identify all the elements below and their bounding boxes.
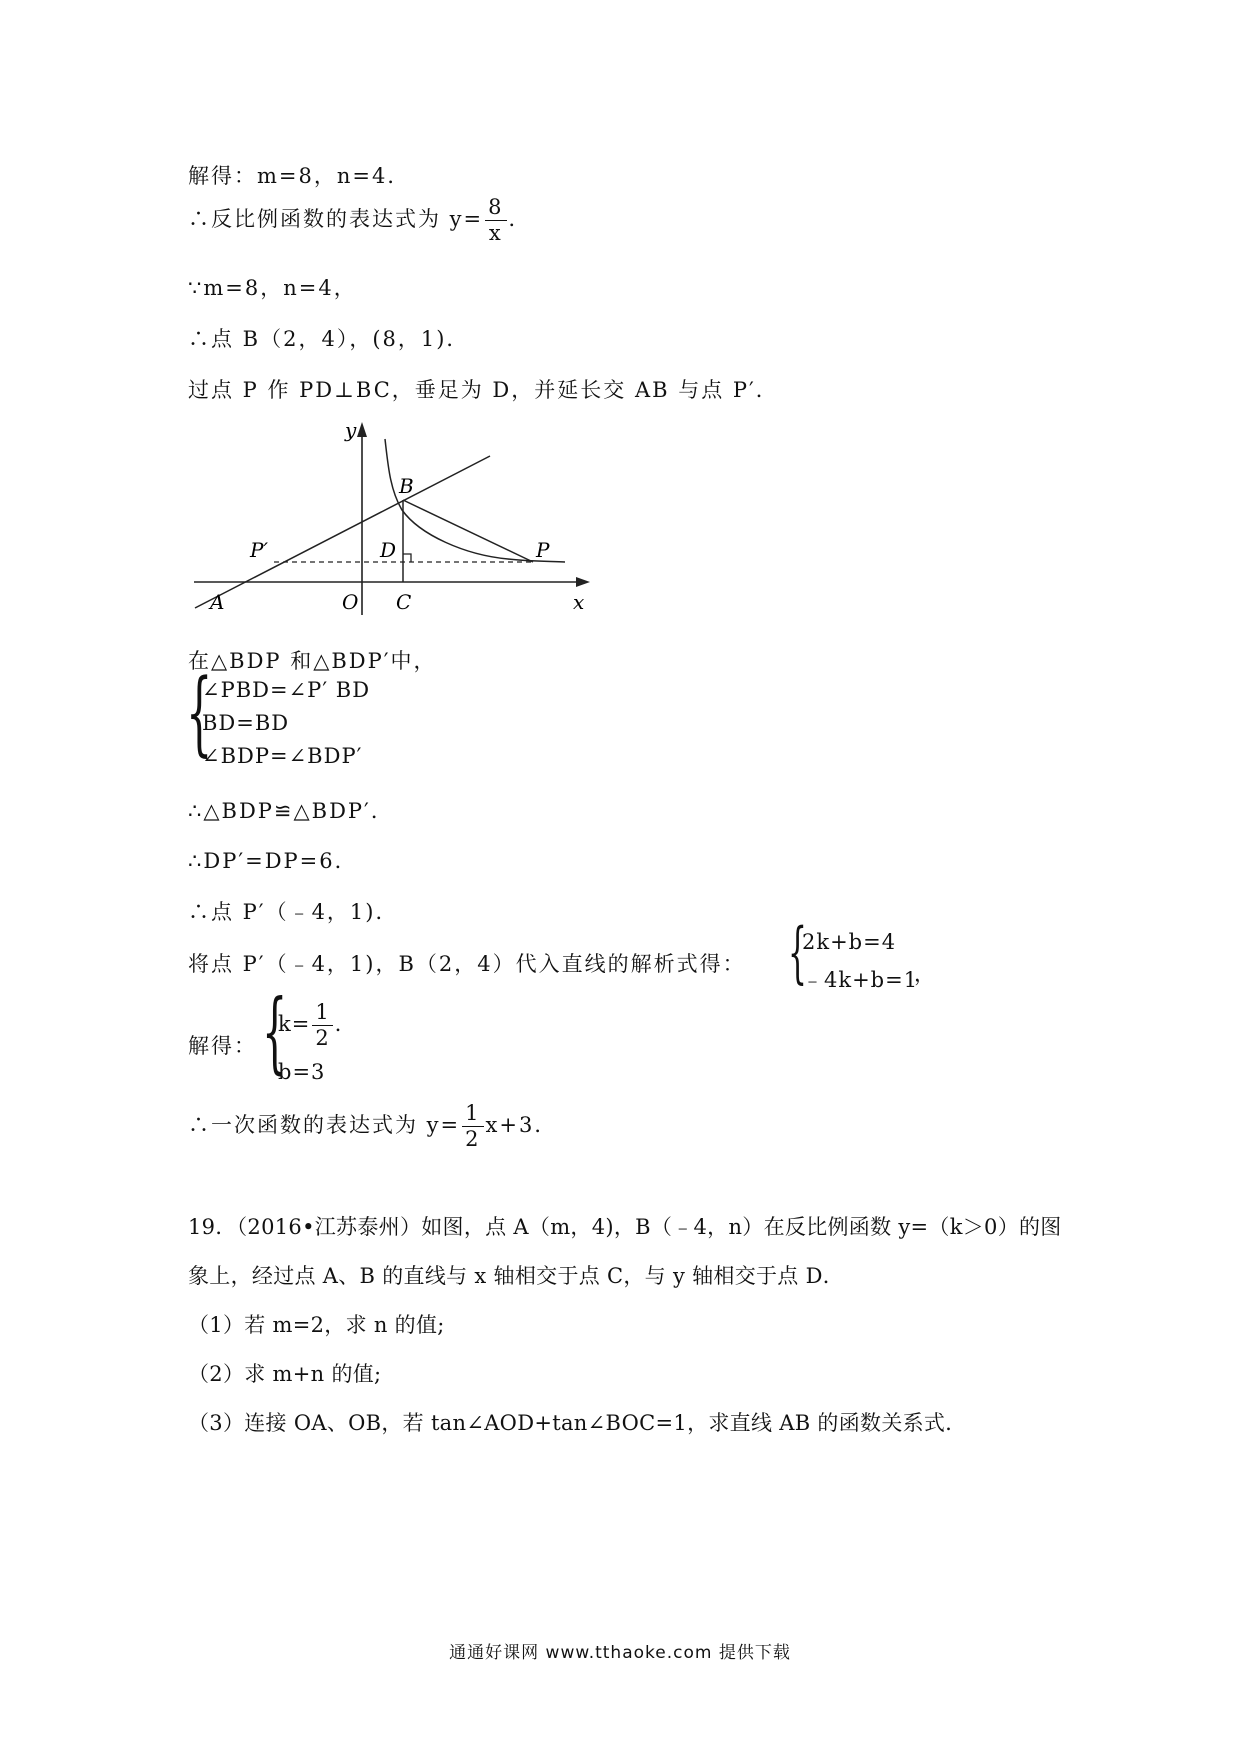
fraction-1-over-2: $\frac{1}{2}$ xyxy=(312,1002,332,1049)
system1-eq1: ∠PBD=∠P′ BD xyxy=(202,678,371,702)
label-d: D xyxy=(380,538,397,562)
text-line-3: ∵m=8，n=4， xyxy=(188,276,357,300)
left-brace: { xyxy=(788,914,807,991)
question-19-part-1: （1）若 m=2，求 n 的值; xyxy=(188,1313,445,1337)
fraction-1-over-2: $\frac{1}{2}$ xyxy=(462,1103,483,1150)
system2-eq1: 2k+b=4 xyxy=(802,930,897,954)
equation-system-3 xyxy=(262,980,422,1088)
text-line-4: ∴点 B（2，4），(8，1)． xyxy=(188,327,470,351)
x-axis-arrow xyxy=(576,577,590,587)
text-line-11: 解得： xyxy=(188,1034,257,1058)
question-19-line-1: 19．（2016•江苏泰州）如图，点 A（m，4)，B（﹣4，n）在反比例函数 y=（k＞0）的图 xyxy=(188,1215,1062,1239)
question-19-line-2: 象上，经过点 A、B 的直线与 x 轴相交于点 C，与 y 轴相交于点 D． xyxy=(188,1264,845,1288)
text-line-10: 将点 P′（﹣4，1)，B（2，4）代入直线的解析式得： xyxy=(188,952,746,976)
left-brace: { xyxy=(186,659,213,766)
label-o: O xyxy=(342,590,359,614)
text-line-5: 过点 P 作 PD⊥BC，垂足为 D，并延长交 AB 与点 P′． xyxy=(188,378,779,402)
system1-eq3: ∠BDP=∠BDP′ xyxy=(202,744,363,768)
left-brace: { xyxy=(262,980,288,1083)
system2-eq2: ﹣4k+b=1 xyxy=(802,968,919,992)
question-19-part-2: （2）求 m+n 的值; xyxy=(188,1362,382,1386)
label-y: y xyxy=(345,418,357,442)
label-c: C xyxy=(396,590,412,614)
label-p: P xyxy=(536,538,550,562)
equation-system-2 xyxy=(788,914,988,1000)
text-line-6: 在△BDP 和△BDP′中， xyxy=(188,649,437,673)
label-a: A xyxy=(210,590,225,614)
line-ab xyxy=(195,456,490,608)
fraction-8-over-x: $\frac{8}{x}$ xyxy=(485,197,506,244)
text-line-2: ∴反比例函数的表达式为 y= $\frac{8}{x}$ ． xyxy=(188,195,532,245)
question-19-part-3: （3）连接 OA、OB，若 tan∠AOD+tan∠BOC=1，求直线 AB 的函数关系式． xyxy=(188,1411,967,1435)
y-axis-arrow xyxy=(357,422,367,437)
function-graph-figure xyxy=(190,415,600,625)
label-x: x xyxy=(573,590,585,614)
system1-eq2: BD=BD xyxy=(202,711,290,735)
text-line-12: ∴一次函数的表达式为 y= $\frac{1}{2}$ x+3． xyxy=(188,1101,558,1151)
text-line-8: ∴DP′=DP=6． xyxy=(188,849,358,873)
system3-eq1: k= $\frac{1}{2}$ ． xyxy=(278,1000,357,1050)
system2-comma: ， xyxy=(914,962,936,986)
label-p-prime: P′ xyxy=(250,538,268,562)
page-footer: 通通好课网 www.tthaoke.com 提供下载 xyxy=(449,1643,791,1663)
text-line-7: ∴△BDP≌△BDP′． xyxy=(188,799,394,823)
right-angle-mark xyxy=(403,554,411,562)
system3-eq2: b=3 xyxy=(278,1060,326,1084)
text-line-9: ∴点 P′（﹣4，1)． xyxy=(188,900,399,924)
segment-bp xyxy=(403,500,533,562)
text-line-1: 解得：m=8，n=4． xyxy=(188,164,411,188)
label-b: B xyxy=(399,474,414,498)
